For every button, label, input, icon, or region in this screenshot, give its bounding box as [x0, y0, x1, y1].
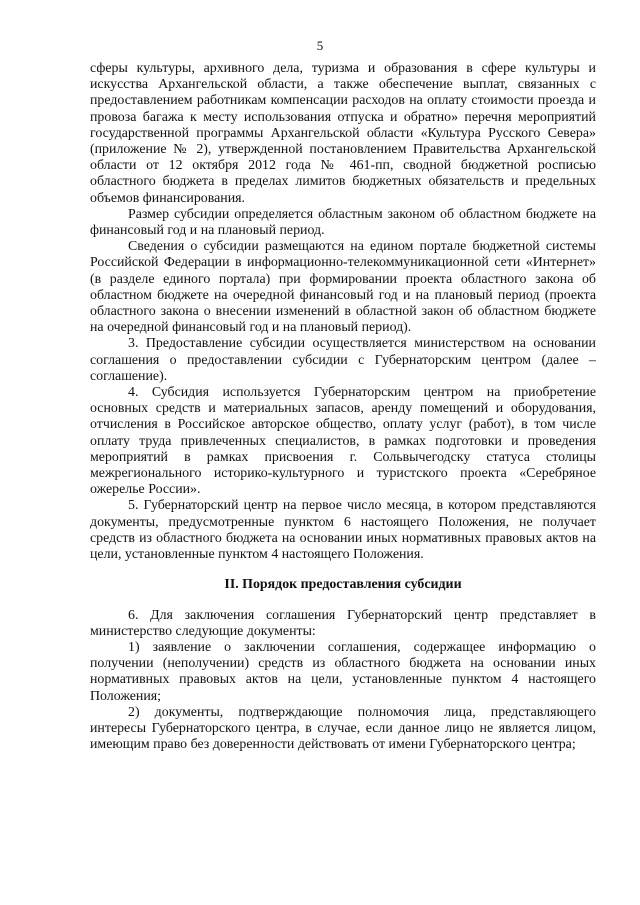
- section-heading: II. Порядок предоставления субсидии: [224, 577, 462, 593]
- paragraph-item-4: 4. Субсидия используется Губернаторским центром на приобретение основных средств и материальных запасов, аренду помещений и оборудования, отчисления в Российское авторское общество, оплату услуг (работ), в том числе оплату труда привлеченных специалистов, в рамках подготовки и проведения мероприятий в рамках присвоения г. Сольвычегодску статуса столицы межрегионального историко-культурного и туристского проекта «Серебряное ожерелье России».: [90, 385, 596, 498]
- paragraph-item-6: 6. Для заключения соглашения Губернаторский центр представляет в министерство следующие документы:: [90, 607, 596, 639]
- paragraph-subsidy-size: Размер субсидии определяется областным законом об областном бюджете на финансовый год и на плановый период.: [90, 206, 596, 239]
- paragraph-item-3: 3. Предоставление субсидии осуществляется министерством на основании соглашения о предоставлении субсидии с Губернаторским центром (далее – соглашение).: [90, 336, 596, 384]
- document-body: [90, 61, 596, 753]
- paragraph-subitem-2: 2) документы, подтверждающие полномочия лица, представляющего интересы Губернаторского центра, в случае, если данное лицо не является лицом, имеющим право без доверенности действовать от имени Губернаторского центра;: [90, 704, 596, 753]
- paragraph-continuation: сферы культуры, архивного дела, туризма и образования в сфере культуры и искусства Архангельской области, а также обеспечение выплат, связанных с предоставлением работникам компенсации расходов на оплату стоимости проезда и провоза багажа к месту использования отпуска и обратно» перечня мероприятий государственной программы Архангельской области «Культура Русского Севера» (приложение № 2), утвержденной постановлением Правительства Архангельской области от 12 октября 2012 года № 461-пп, сводной бюджетной росписью областного бюджета в пределах лимитов бюджетных обязательств и предельных объемов финансирования.: [90, 61, 596, 206]
- paragraph-item-5: 5. Губернаторский центр на первое число месяца, в котором представляются документы, предусмотренные пунктом 6 настоящего Положения, не получает средств из областного бюджета на основании иных нормативных правовых актов на цели, установленные пунктом 4 настоящего Положения.: [90, 498, 596, 563]
- paragraph-subitem-1: 1) заявление о заключении соглашения, содержащее информацию о получении (неполучении) средств из областного бюджета на основании иных нормативных правовых актов на цели, установленные пунктом 4 настоящего Положения;: [90, 639, 596, 704]
- paragraph-subsidy-info: Сведения о субсидии размещаются на едином портале бюджетной системы Российской Федерации в информационно-телекоммуникационной сети «Интернет» (в разделе единого портала) при формировании проекта областного закона об областном бюджете на очередной финансовый год и на плановый период (проекта областного закона о внесении изменений в областной закон об областном бюджете на очередной финансовый год и на плановый период).: [90, 239, 596, 336]
- page-number: 5: [316, 38, 324, 53]
